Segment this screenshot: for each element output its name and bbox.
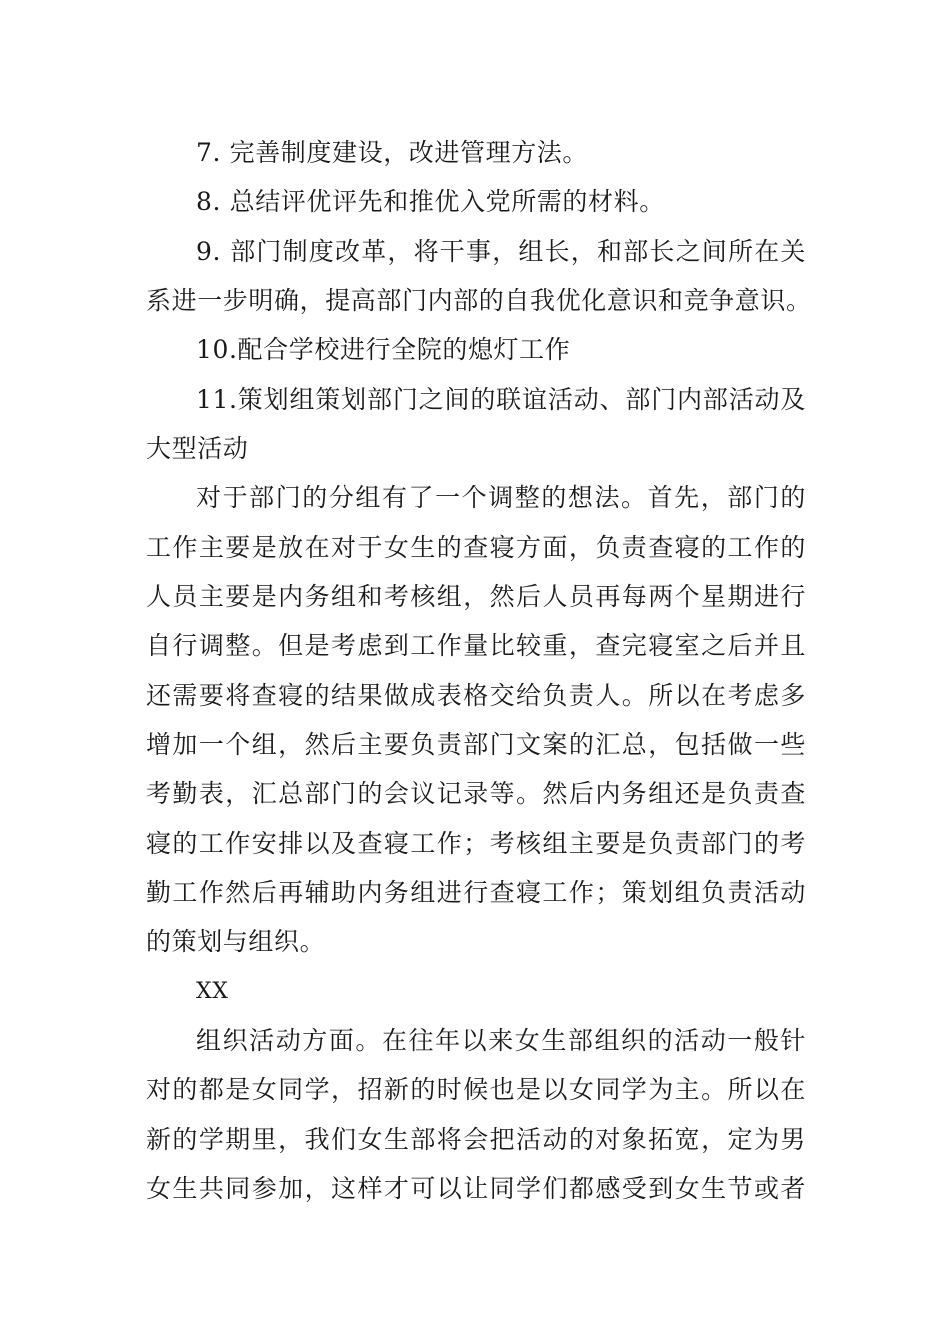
paragraph-1-line: 自行调整。但是考虑到工作量比较重，查完寝室之后并且 bbox=[146, 631, 806, 660]
paragraph-2-line: 女生共同参加，这样才可以让同学们都感受到女生节或者 bbox=[146, 1174, 806, 1203]
list-item-8: 8. 总结评优评先和推优入党所需的材料。 bbox=[196, 187, 665, 216]
paragraph-2-line: 组织活动方面。在往年以来女生部组织的活动一般针 bbox=[196, 1026, 806, 1055]
paragraph-1-line: 增加一个组，然后主要负责部门文案的汇总，包括做一些 bbox=[146, 730, 806, 759]
paragraph-1-line: 寝的工作安排以及查寝工作；考核组主要是负责部门的考 bbox=[146, 829, 806, 858]
paragraph-1-line: 工作主要是放在对于女生的查寝方面，负责查寝的工作的 bbox=[146, 533, 806, 562]
paragraph-1-line: 的策划与组织。 bbox=[146, 927, 326, 956]
paragraph-2-line: 新的学期里，我们女生部将会把活动的对象拓宽，定为男 bbox=[146, 1125, 806, 1154]
paragraph-1-line: 对于部门的分组有了一个调整的想法。首先，部门的 bbox=[196, 483, 806, 512]
paragraph-1-line: 勤工作然后再辅助内务组进行查寝工作；策划组负责活动 bbox=[146, 878, 806, 907]
paragraph-1-line: 还需要将查寝的结果做成表格交给负责人。所以在考虑多 bbox=[146, 681, 806, 710]
list-item-7: 7. 完善制度建设，改进管理方法。 bbox=[196, 138, 589, 167]
list-item-10: 10.配合学校进行全院的熄灯工作 bbox=[196, 335, 571, 364]
list-item-9-line-1: 9. 部门制度改革，将干事，组长，和部长之间所在关 bbox=[196, 237, 806, 266]
paragraph-2-line: 对的都是女同学，招新的时候也是以女同学为主。所以在 bbox=[146, 1075, 806, 1104]
list-item-11-line-1: 11.策划组策划部门之间的联谊活动、部门内部活动及 bbox=[196, 385, 806, 414]
list-item-9-line-2: 系进一步明确，提高部门内部的自我优化意识和竞争意识。 bbox=[146, 286, 812, 315]
list-item-11-line-2: 大型活动 bbox=[146, 434, 249, 463]
paragraph-1-line: 人员主要是内务组和考核组，然后人员再每两个星期进行 bbox=[146, 582, 806, 611]
section-heading: XX bbox=[196, 979, 229, 1004]
paragraph-1-line: 考勤表，汇总部门的会议记录等。然后内务组还是负责查 bbox=[146, 779, 806, 808]
